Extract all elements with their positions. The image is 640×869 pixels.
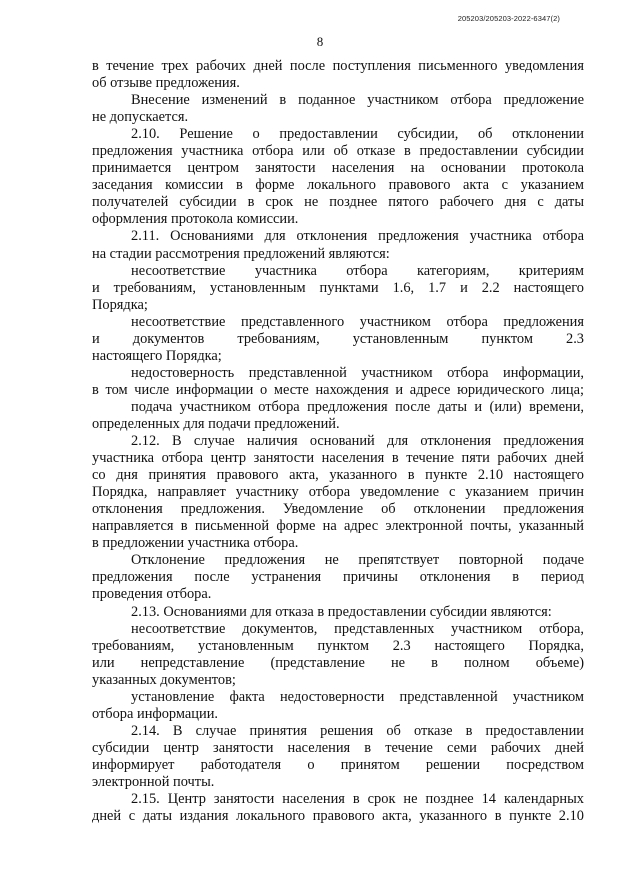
text-line: 2.14. В случае принятия решения об отказе в предоставлении	[131, 722, 584, 739]
text-line: дней с даты издания локального правового акта, указанного в пункте 2.10	[92, 808, 584, 825]
text-line: несоответствие документов, представленных участником отбора,	[131, 620, 584, 637]
text-line: в том числе информации о месте нахождения и адресе юридического лица;	[92, 381, 584, 398]
text-line: 2.13. Основаниями для отказа в предоставлении субсидии являются:	[131, 603, 552, 620]
text-line: Порядка, направляет участнику отбора уведомление с указанием причин	[92, 484, 584, 501]
text-line: электронной почты.	[92, 773, 215, 790]
text-line: 2.12. В случае наличия оснований для отклонения предложения	[131, 433, 584, 450]
text-line: Отклонение предложения не препятствует повторной подаче	[131, 552, 584, 569]
text-line: об отзыве предложения.	[92, 75, 240, 92]
text-line: или непредставление (представление не в полном объеме)	[92, 654, 584, 671]
text-line: в течение трех рабочих дней после поступления письменного уведомления	[92, 58, 584, 74]
text-line: 2.11. Основаниями для отклонения предложения участника отбора	[131, 228, 584, 245]
text-line: отбора информации.	[92, 705, 218, 722]
text-line: заседания комиссии в форме локального правового акта с указанием	[92, 177, 584, 194]
text-line: требованиям, установленным пунктом 2.3 настоящего Порядка,	[92, 637, 584, 654]
document-body	[92, 58, 584, 825]
text-line: проведения отбора.	[92, 586, 212, 603]
text-line: 2.15. Центр занятости населения в срок не позднее 14 календарных	[131, 791, 584, 808]
text-line: несоответствие представленного участником отбора предложения	[131, 313, 584, 330]
text-line: Порядка;	[92, 296, 148, 313]
text-line: 2.10. Решение о предоставлении субсидии, об отклонении	[131, 126, 584, 143]
text-line: со дня принятия правового акта, указанного в пункте 2.10 настоящего	[92, 467, 584, 484]
text-line: субсидии центр занятости населения в течение семи рабочих дней	[92, 739, 584, 756]
text-line: принимается центром занятости населения на основании протокола	[92, 160, 584, 177]
text-line: получателей субсидии в срок не позднее пятого рабочего дня с даты	[92, 194, 584, 211]
text-line: установление факта недостоверности представленной участником	[131, 688, 584, 705]
text-line: указанных документов;	[92, 671, 236, 688]
text-line: предложения после устранения причины отклонения в период	[92, 569, 584, 586]
text-line: предложения участника отбора или об отказе в предоставлении субсидии	[92, 143, 584, 160]
text-line: информирует работодателя о принятом решении посредством	[92, 756, 584, 773]
text-line: недостоверность представленной участником отбора информации,	[131, 364, 584, 381]
text-line: определенных для подачи предложений.	[92, 415, 340, 432]
text-line: настоящего Порядка;	[92, 347, 222, 364]
text-line: и документов требованиям, установленным пунктом 2.3	[92, 330, 584, 347]
text-line: на стадии рассмотрения предложений являются:	[92, 245, 390, 262]
text-line: направляется в письменной форме на адрес электронной почты, указанный	[92, 518, 584, 535]
text-line: оформления протокола комиссии.	[92, 211, 299, 228]
document-code: 205203/205203-2022-6347(2)	[457, 14, 560, 23]
page-number: 8	[316, 34, 324, 49]
text-line: отклонения предложения. Уведомление об отклонении предложения	[92, 501, 584, 518]
text-line: участника отбора центр занятости населения в течение пяти рабочих дней	[92, 450, 584, 467]
text-line: несоответствие участника отбора категориям, критериям	[131, 262, 584, 279]
text-line: подача участником отбора предложения после даты и (или) времени,	[131, 398, 584, 415]
text-line: и требованиям, установленным пунктами 1.6, 1.7 и 2.2 настоящего	[92, 279, 584, 296]
text-line: Внесение изменений в поданное участником отбора предложение	[131, 92, 584, 109]
text-line: в предложении участника отбора.	[92, 535, 299, 552]
text-line: не допускается.	[92, 109, 189, 126]
